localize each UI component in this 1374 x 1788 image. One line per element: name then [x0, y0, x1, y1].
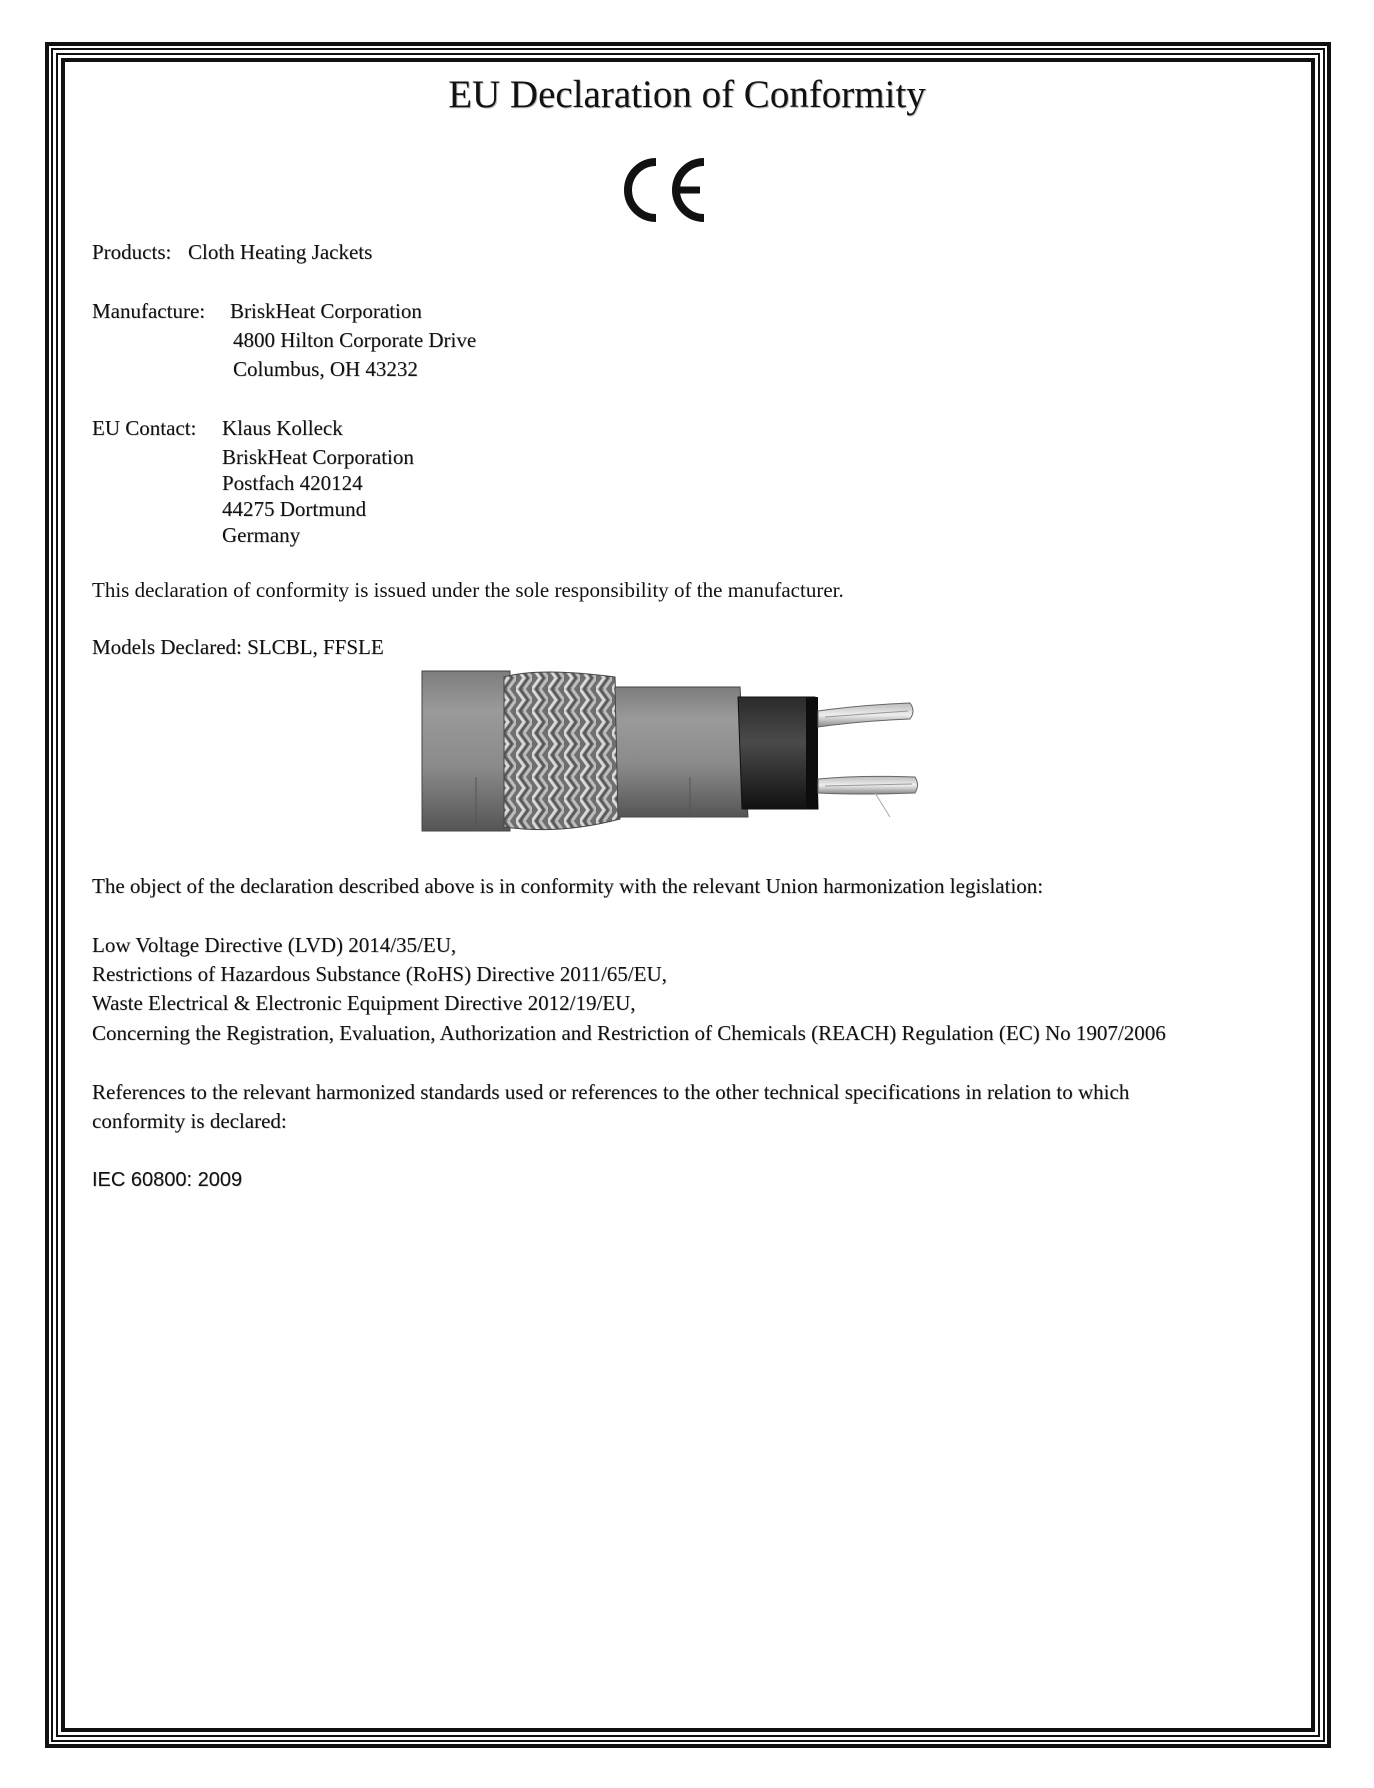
models-declared: Models Declared: SLCBL, FFSLE: [92, 635, 384, 659]
directive-item: Concerning the Registration, Evaluation, Authorization and Restriction of Chemicals (REACH) Regulation (EC) No 1907/2006: [92, 1021, 1166, 1045]
manufacture-line: 4800 Hilton Corporate Drive: [233, 328, 477, 352]
standard-reference: IEC 60800: 2009: [92, 1169, 243, 1191]
manufacture-line: BriskHeat Corporation: [230, 299, 422, 323]
conformity-statement: The object of the declaration described above is in conformity with the relevant Union harmonization legislation:: [92, 874, 1044, 898]
eu-contact-line: Klaus Kolleck: [222, 416, 343, 440]
directive-item: Waste Electrical & Electronic Equipment Directive 2012/19/EU,: [92, 991, 636, 1015]
references-text: conformity is declared:: [92, 1109, 287, 1133]
eu-contact-line: 44275 Dortmund: [222, 497, 367, 521]
eu-contact-label: EU Contact:: [92, 416, 197, 440]
directive-item: Low Voltage Directive (LVD) 2014/35/EU,: [92, 933, 457, 957]
references-text: References to the relevant harmonized standards used or references to the other technical specifications in relation to which: [92, 1080, 1130, 1104]
eu-contact-line: BriskHeat Corporation: [222, 445, 414, 469]
heating-cable-image: [420, 667, 920, 837]
manufacture-line: Columbus, OH 43232: [233, 357, 418, 381]
ce-mark-icon: [620, 156, 710, 224]
responsibility-statement: This declaration of conformity is issued under the sole responsibility of the manufacturer.: [92, 578, 844, 602]
manufacture-label: Manufacture:: [92, 299, 206, 323]
eu-contact-line: Germany: [222, 523, 301, 547]
products-value: Cloth Heating Jackets: [188, 240, 373, 264]
eu-contact-line: Postfach 420124: [222, 471, 363, 495]
products-label: Products:: [92, 240, 172, 264]
directive-item: Restrictions of Hazardous Substance (RoHS) Directive 2011/65/EU,: [92, 962, 667, 986]
page-title: EU Declaration of Conformity: [448, 73, 926, 116]
